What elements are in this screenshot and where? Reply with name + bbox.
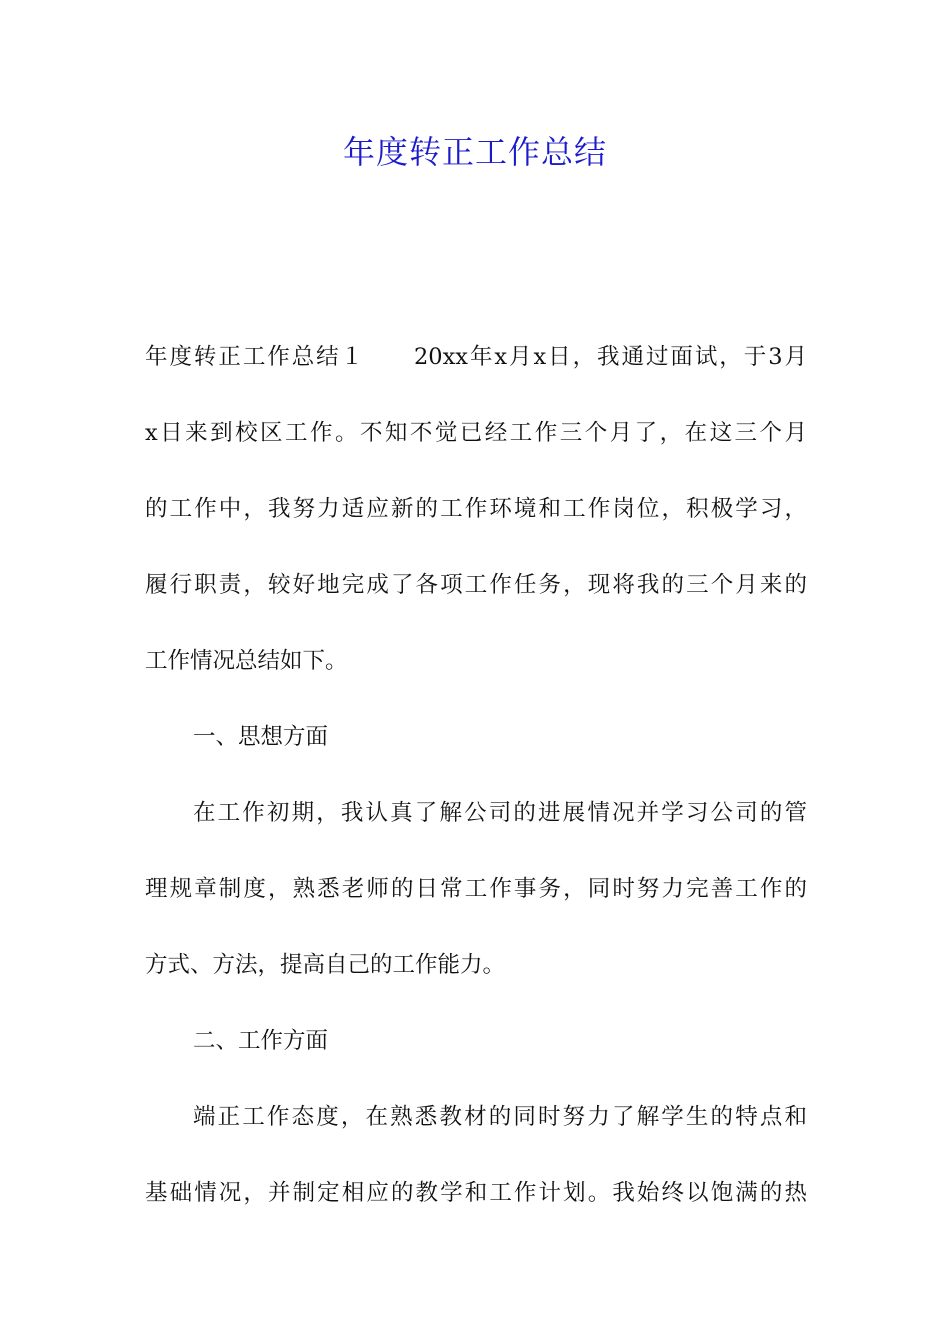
paragraph-line: 基础情况，并制定相应的教学和工作计划。我始终以饱满的热 bbox=[145, 1180, 807, 1206]
paragraph-line: 的工作中，我努力适应新的工作环境和工作岗位，积极学习， bbox=[145, 496, 807, 522]
paragraph-line: 在工作初期，我认真了解公司的进展情况并学习公司的管 bbox=[193, 800, 807, 826]
paragraph-line: 方式、方法，提高自己的工作能力。 bbox=[145, 952, 506, 978]
section-heading: 一、思想方面 bbox=[193, 724, 329, 750]
section-heading: 二、工作方面 bbox=[193, 1028, 329, 1054]
paragraph-line: 年度转正工作总结１ 20xx年x月x日，我通过面试，于3月 bbox=[145, 344, 807, 370]
document-title: 年度转正工作总结 bbox=[342, 133, 607, 171]
paragraph-line: 理规章制度，熟悉老师的日常工作事务，同时努力完善工作的 bbox=[145, 876, 807, 902]
paragraph-line: x日来到校区工作。不知不觉已经工作三个月了，在这三个月 bbox=[145, 420, 807, 446]
paragraph-line: 端正工作态度，在熟悉教材的同时努力了解学生的特点和 bbox=[193, 1104, 807, 1130]
paragraph-line: 履行职责，较好地完成了各项工作任务，现将我的三个月来的 bbox=[145, 572, 807, 598]
paragraph-line: 工作情况总结如下。 bbox=[145, 648, 348, 674]
